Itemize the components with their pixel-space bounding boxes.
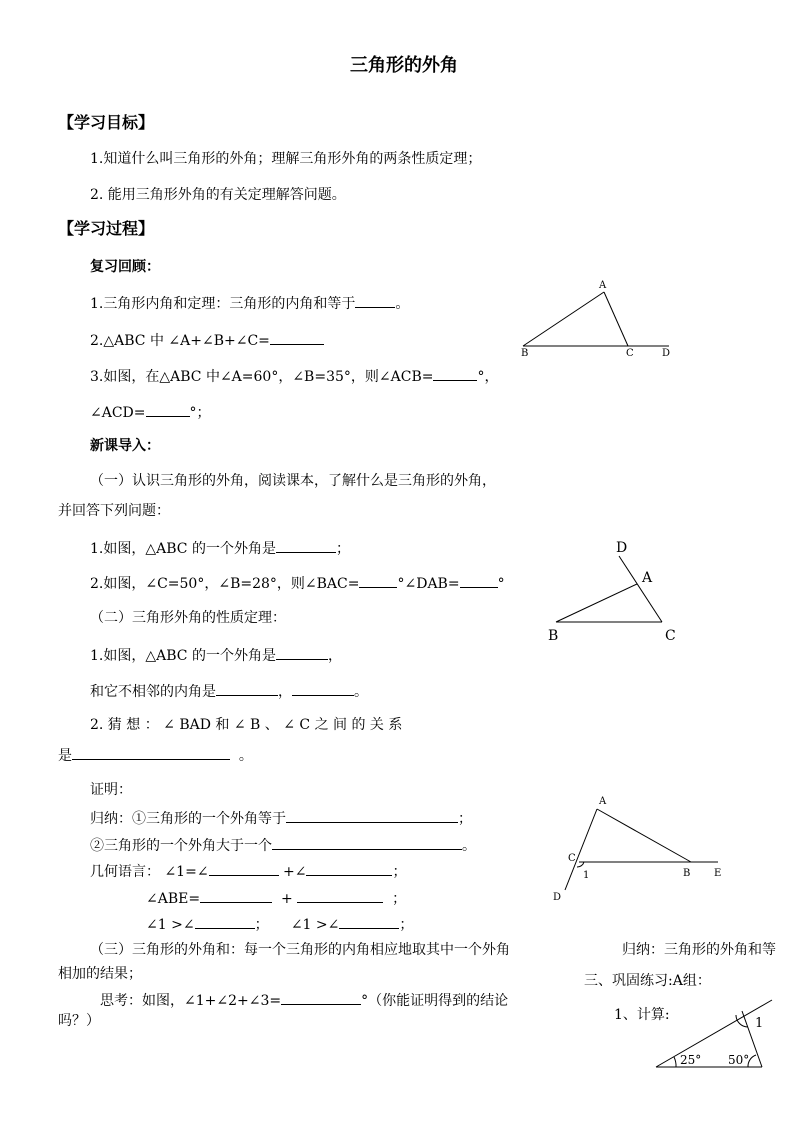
fig1-label-c: C — [626, 348, 634, 359]
figure-triangle-abc-2 — [545, 538, 685, 648]
fig3-label-e: E — [714, 868, 722, 879]
fig1-label-d: D — [662, 348, 671, 359]
fig1-label-b: B — [521, 348, 529, 359]
fig2-label-c: C — [665, 628, 676, 644]
fig4-angle-25-arc — [674, 1057, 676, 1067]
fig2-label-a: A — [642, 570, 653, 586]
newlesson-heading: 新课导入： — [90, 438, 160, 454]
think-line2: 吗？） — [58, 1013, 100, 1029]
geometric-language: 几何语言： ∠1=∠ +∠ ； — [90, 861, 406, 881]
part2-q2-line2: 是 。 — [58, 745, 253, 765]
fig1-label-a: A — [599, 280, 607, 291]
objectives-heading: 【学习目标】 — [58, 113, 155, 132]
process-heading: 【学习过程】 — [58, 219, 155, 238]
fig3-label-d: D — [553, 892, 562, 903]
induction-2: ②三角形的一个外角大于一个 。 — [90, 835, 476, 855]
fig1-line-ac — [604, 292, 628, 346]
review-q4: ∠ACD= °； — [90, 402, 211, 422]
fig4-line-hypotenuse — [656, 1000, 772, 1067]
review-q2: 2.△ABC 中 ∠A+∠B+∠C= — [90, 330, 324, 350]
part2-q1b: 和它不相邻的内角是 ， 。 — [90, 681, 368, 701]
fig4-label-25: 25° — [680, 1053, 702, 1067]
part1-line2: 并回答下列问题： — [58, 503, 170, 519]
fig4-label-50: 50° — [728, 1053, 750, 1067]
fig3-label-1: 1 — [583, 870, 590, 881]
objective-item-2: 2. 能用三角形外角的有关定理解答问题。 — [90, 187, 346, 203]
review-heading: 复习回顾： — [90, 259, 160, 275]
fig2-line-ba — [556, 584, 637, 622]
think-line1: 思考：如图，∠1+∠2+∠3= °（你能证明得到的结论 — [100, 990, 508, 1010]
fig3-label-c: C — [568, 853, 576, 864]
figure-triangle-abc-3 — [548, 792, 728, 907]
abe-line: ∠ABE= + ； — [146, 888, 406, 908]
part2-q2-line1: 2. 猜 想 ： ∠ BAD 和 ∠ B 、 ∠ C 之 间 的 关 系 — [90, 717, 403, 733]
part2-q1: 1.如图，△ABC 的一个外角是 ， — [90, 645, 342, 665]
fig3-angle-1-arc — [577, 862, 584, 867]
figure-triangle-exercise — [652, 995, 777, 1070]
fig1-line-ab — [523, 292, 604, 346]
fig2-label-d: D — [616, 540, 628, 556]
induction-1: 归纳：①三角形的一个外角等于 ； — [90, 808, 472, 828]
right-summary: 归纳：三角形的外角和等 — [622, 942, 776, 958]
page-title: 三角形的外角 — [350, 55, 458, 76]
right-practice-heading: 三、巩固练习:A组： — [584, 973, 711, 989]
fig3-line-ad — [565, 809, 597, 890]
part2-heading: （二）三角形外角的性质定理： — [90, 610, 286, 626]
proof-label: 证明： — [90, 782, 132, 798]
fig3-line-ab — [597, 809, 691, 862]
part1-line1: （一）认识三角形的外角，阅读课本，了解什么是三角形的外角， — [90, 473, 496, 489]
part1-q1: 1.如图，△ABC 的一个外角是 ； — [90, 538, 350, 558]
fig4-label-1: 1 — [755, 1016, 764, 1031]
fig3-label-a: A — [599, 796, 607, 807]
figure-triangle-abc-1 — [515, 278, 675, 363]
right-calc-label: 1、计算: — [614, 1007, 670, 1023]
objective-item-1: 1.知道什么叫三角形的外角；理解三角形外角的两条性质定理； — [90, 151, 482, 167]
review-q3: 3.如图，在△ABC 中∠A=60°，∠B=35°，则∠ACB= °， — [90, 366, 498, 386]
part3-line2: 相加的结果； — [58, 966, 142, 982]
part1-q2: 2.如图，∠C=50°，∠B=28°，则∠BAC= °∠DAB= ° — [90, 573, 505, 593]
fig3-label-b: B — [683, 868, 691, 879]
part3-line1: （三）三角形的外角和：每一个三角形的内角相应地取其中一个外角 — [90, 942, 510, 958]
review-q1: 1.三角形内角和定理：三角形的内角和等于 。 — [90, 293, 409, 313]
fig2-label-b: B — [548, 628, 559, 644]
inequality-line: ∠1 >∠ ； ∠1 >∠ ； — [146, 914, 413, 934]
